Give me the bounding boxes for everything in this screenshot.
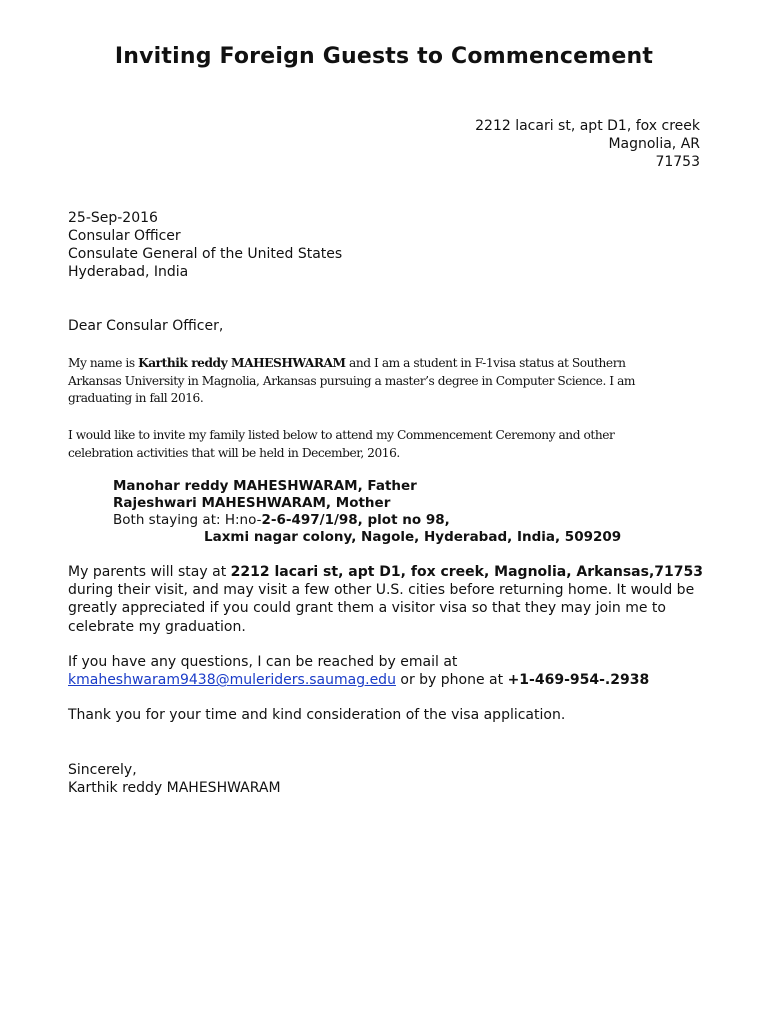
contact-text: If you have any questions, I can be reached by email at [68, 654, 458, 670]
family-address-prefix: Both staying at: H:no- [113, 512, 262, 528]
family-member-father: Manohar reddy MAHESHWARAM, Father [113, 478, 417, 494]
stay-text-after: during their visit, and may visit a few other U.S. cities before returning home. It would be greatly appreciated if you could grant them a visitor visa so that they may join me to celebrate my graduation. [68, 582, 695, 635]
recipient-office: Consulate General of the United States [68, 246, 343, 262]
closing-block [68, 761, 281, 797]
signature-name: Karthik reddy MAHESHWARAM [68, 780, 281, 797]
family-list [113, 478, 621, 546]
intro-paragraph [68, 355, 668, 408]
sender-address [475, 117, 700, 171]
phone-number: +1-469-954-.2938 [507, 672, 650, 689]
sender-zip: 71753 [655, 154, 700, 170]
stay-text-before: My parents will stay at [68, 564, 231, 580]
family-address-house: 2-6-497/1/98, plot no 98, [261, 512, 450, 528]
letter-title: Inviting Foreign Guests to Commencement [114, 44, 654, 69]
stay-address: 2212 lacari st, apt D1, fox creek, Magnolia, Arkansas,71753 [230, 564, 703, 580]
family-member-mother: Rajeshwari MAHESHWARAM, Mother [113, 495, 391, 511]
sign-off: Sincerely, [68, 762, 137, 778]
family-address-line1 [113, 512, 621, 529]
letter-date: 25-Sep-2016 [68, 210, 158, 226]
recipient-city: Hyderabad, India [68, 264, 189, 280]
salutation: Dear Consular Officer, [68, 318, 224, 334]
contact-paragraph [68, 653, 728, 689]
student-name: Karthik reddy MAHESHWARAM [138, 356, 346, 370]
intro-text-before: My name is [68, 356, 139, 370]
stay-paragraph [68, 563, 708, 636]
family-address-line2: Laxmi nagar colony, Nagole, Hyderabad, India, 509209 [204, 529, 622, 545]
contact-phone-prefix: or by phone at [395, 672, 508, 689]
sender-street: 2212 lacari st, apt D1, fox creek [475, 118, 700, 134]
invitation-paragraph: I would like to invite my family listed below to attend my Commencement Ceremony and other celebration activities that will be held in December, 2016. [68, 428, 615, 460]
thanks-paragraph: Thank you for your time and kind consideration of the visa application. [68, 707, 566, 723]
recipient-title: Consular Officer [68, 228, 181, 244]
email-link[interactable]: kmaheshwaram9438@muleriders.saumag.edu [68, 672, 396, 689]
recipient-block [68, 209, 342, 281]
intro-text-after: and I am a student in F-1visa status at Southern Arkansas University in Magnolia, Arkansas pursuing a master’s degree in Computer Science. I am graduating in fall 2016. [68, 356, 636, 405]
sender-city: Magnolia, AR [608, 136, 700, 152]
